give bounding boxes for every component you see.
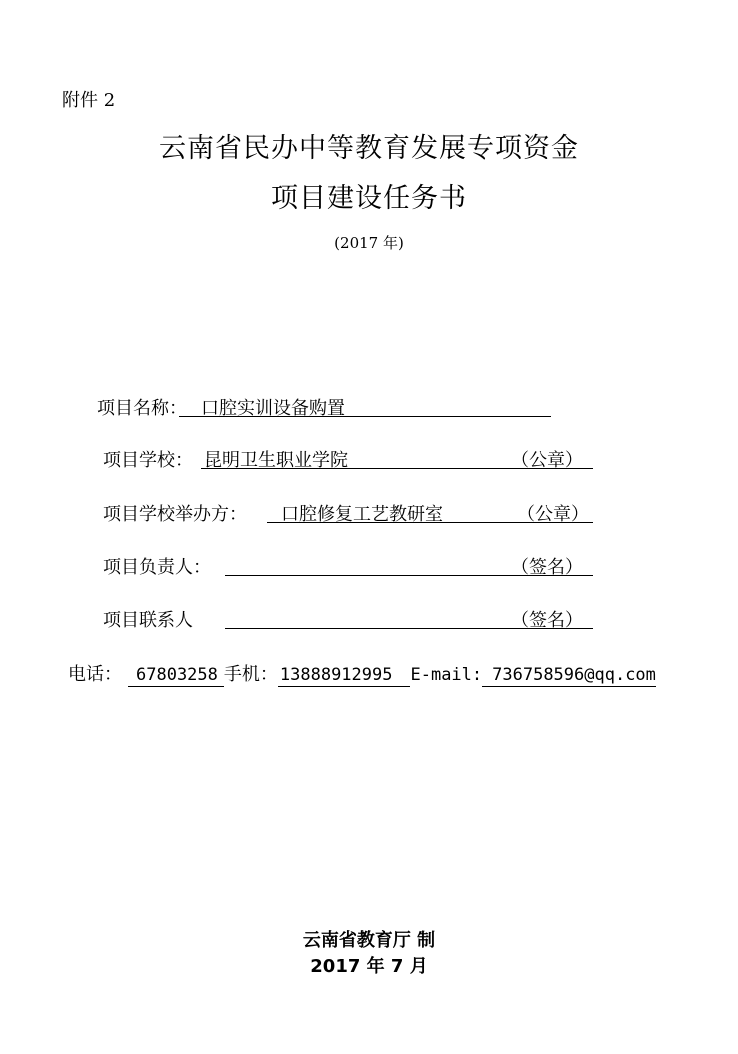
mobile-label: 手机：: [223, 664, 278, 685]
document-title-line-2: 项目建设任务书: [271, 183, 467, 214]
email-value: 736758596@qq.com: [482, 664, 656, 687]
email-label: E-mail:: [410, 665, 483, 685]
field-organizer-value: 口腔修复工艺教研室: [281, 504, 443, 525]
field-leader: [103, 553, 598, 579]
field-organizer: [103, 500, 598, 526]
field-project-name: [97, 394, 557, 420]
field-school-value: 昆明卫生职业学院: [204, 450, 348, 471]
attachment-label: 附件 2: [62, 90, 116, 111]
field-school-label: 项目学校：: [103, 450, 193, 471]
mobile-value: 13888912995: [278, 664, 411, 687]
field-project-name-value: 口腔实训设备购置: [201, 398, 345, 419]
field-project-name-label: 项目名称：: [97, 398, 187, 419]
field-school: [103, 446, 598, 472]
issuer-name: 云南省教育厅 制: [302, 930, 436, 951]
field-contact-person-underline: [225, 628, 593, 629]
field-leader-seal: （签名）: [511, 557, 583, 578]
document-title-line-1: 云南省民办中等教育发展专项资金: [159, 133, 579, 164]
phone-value: 67803258: [128, 664, 224, 687]
issuer-date: 2017 年 7 月: [310, 956, 428, 977]
field-leader-underline: [225, 575, 593, 576]
field-school-seal: （公章）: [511, 450, 583, 471]
document-year: (2017 年): [334, 234, 404, 252]
field-contact-person-seal: （签名）: [511, 610, 583, 631]
phone-label: 电话：: [68, 664, 122, 685]
field-contact-person: [103, 606, 598, 632]
contact-info-row: [68, 660, 656, 687]
field-organizer-seal: （公章）: [517, 504, 589, 525]
field-organizer-label: 项目学校举办方：: [103, 504, 247, 525]
field-organizer-underline: [267, 522, 593, 523]
field-school-underline: [201, 468, 593, 469]
field-project-name-underline: [179, 416, 551, 417]
field-leader-label: 项目负责人：: [103, 557, 211, 578]
field-contact-person-label: 项目联系人: [103, 610, 193, 631]
